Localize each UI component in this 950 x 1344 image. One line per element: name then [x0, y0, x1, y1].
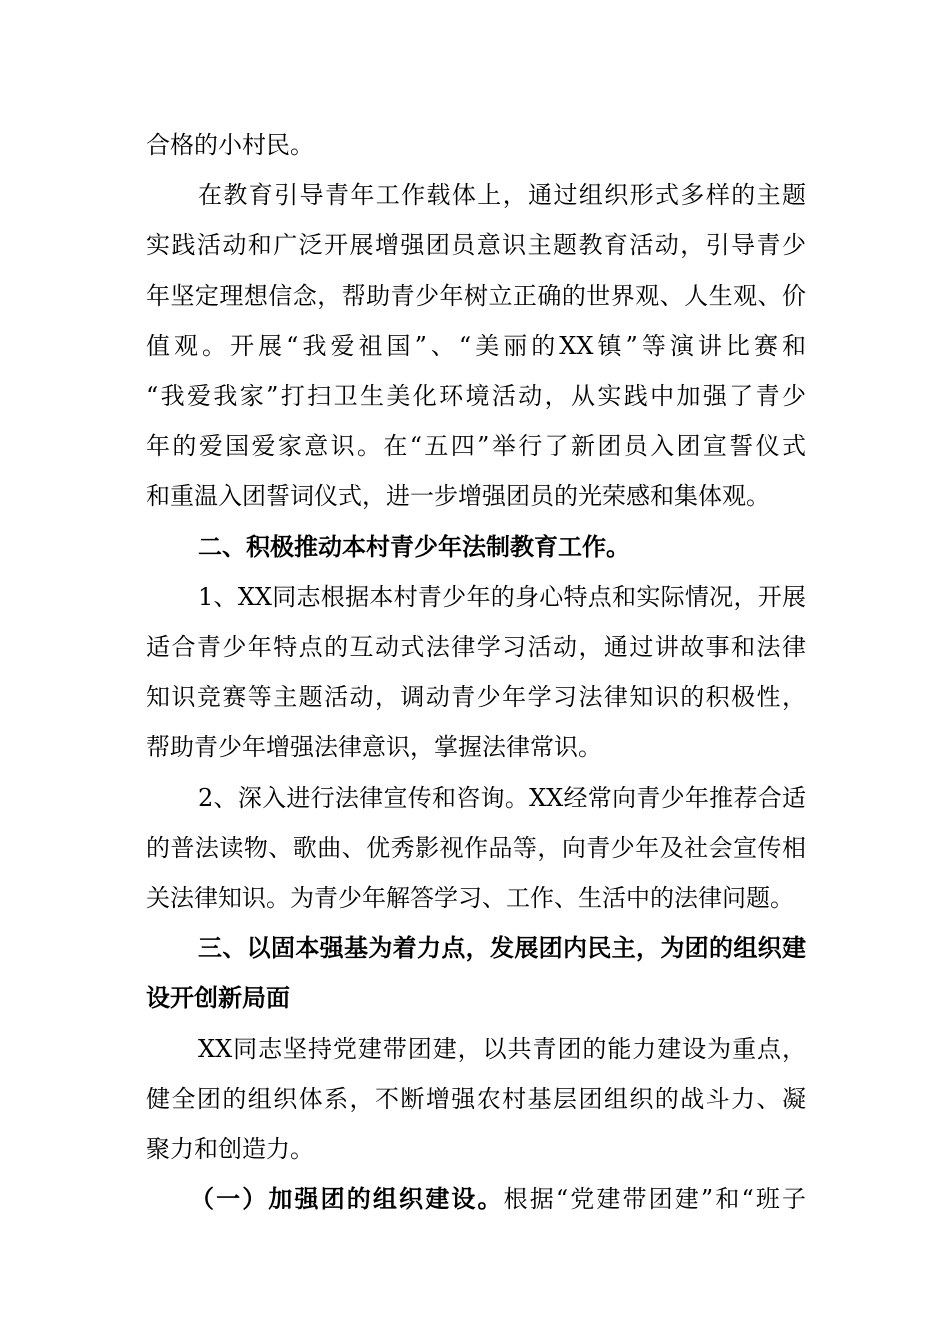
text-line: 健全团的组织体系，不断增强农村基层团组织的战斗力、凝: [146, 1084, 806, 1113]
text-line: 合格的小村民。: [146, 131, 314, 159]
text-line: XX同志坚持党建带团建，以共青团的能力建设为重点，: [198, 1034, 806, 1063]
section-heading: [146, 923, 806, 1023]
text-line: 年坚定理想信念，帮助青少年树立正确的世界观、人生观、价: [146, 281, 806, 310]
text-line: 关法律知识。为青少年解答学习、工作、生活中的法律问题。: [146, 884, 794, 913]
text-line: 2、深入进行法律宣传和咨询。XX经常向青少年推荐合适: [198, 783, 806, 812]
subsection-text: 根据“党建带团建”和“班子: [503, 1185, 806, 1214]
body-paragraph: [146, 120, 806, 170]
body-paragraph: [146, 572, 806, 773]
text-line: 设开创新局面: [146, 983, 290, 1013]
text-line: 聚力和创造力。: [146, 1135, 314, 1164]
text-line: 二、积极推动本村青少年法制教育工作。: [198, 531, 630, 561]
subsection-label: （一）加强团的组织建设。: [190, 1184, 504, 1214]
body-paragraph: [146, 170, 806, 521]
body-paragraph: [146, 1024, 806, 1175]
text-line: 知识竞赛等主题活动，调动青少年学习法律知识的积极性，: [146, 683, 806, 712]
text-line: 在教育引导青年工作载体上，通过组织形式多样的主题: [198, 181, 806, 210]
text-line: 实践活动和广泛开展增强团员意识主题教育活动，引导青少: [146, 231, 806, 260]
body-paragraph: [146, 773, 806, 924]
text-line: 三、以固本强基为着力点，发展团内民主，为团的组织建: [198, 933, 806, 963]
text-line: 帮助青少年增强法律意识，掌握法律常识。: [146, 733, 602, 762]
text-line: [146, 1174, 806, 1224]
text-line: 的普法读物、歌曲、优秀影视作品等，向青少年及社会宣传相: [146, 833, 806, 862]
body-paragraph: [146, 1174, 806, 1224]
document-page: [146, 120, 806, 1224]
text-line: 年的爱国爱家意识。在“五四”举行了新团员入团宣誓仪式: [146, 432, 806, 461]
text-line: 和重温入团誓词仪式，进一步增强团员的光荣感和集体观。: [146, 482, 770, 511]
text-line: 适合青少年特点的互动式法律学习活动，通过讲故事和法律: [146, 633, 806, 662]
text-line: 值观。开展“我爱祖国”、“美丽的XX镇”等演讲比赛和: [146, 331, 806, 360]
text-line: “我爱我家”打扫卫生美化环境活动，从实践中加强了青少: [146, 382, 806, 411]
text-line: 1、XX同志根据本村青少年的身心特点和实际情况，开展: [198, 582, 806, 611]
section-heading: [146, 522, 806, 572]
